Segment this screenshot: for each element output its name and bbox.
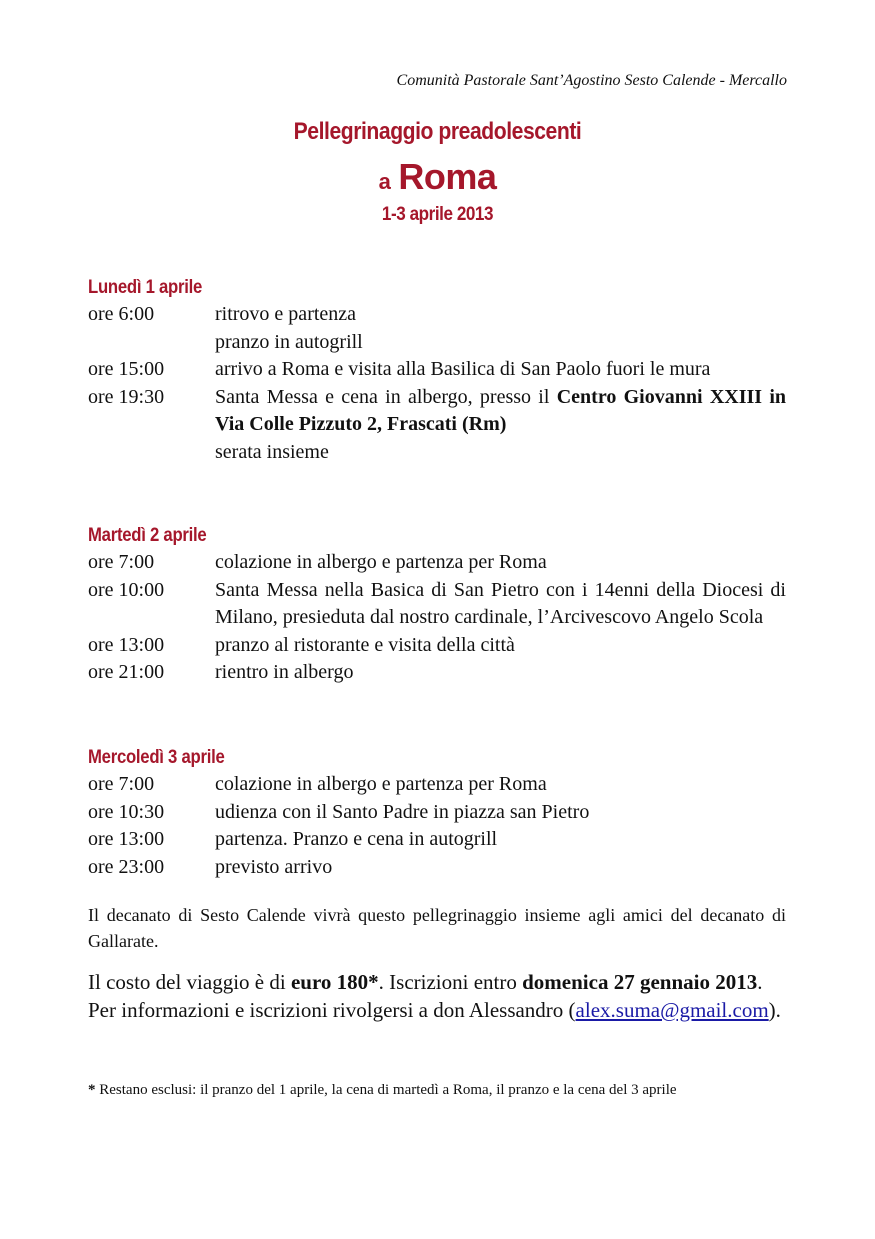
schedule-time: ore 7:00 (88, 551, 155, 573)
schedule-row (88, 329, 786, 357)
schedule-desc: previsto arrivo (215, 855, 333, 878)
footnote-star: * (88, 1082, 96, 1098)
schedule-row (88, 826, 786, 854)
day-title: Lunedì 1 aprile (88, 277, 203, 298)
schedule-desc: serata insieme (215, 440, 329, 463)
schedule-row (88, 577, 786, 632)
schedule-row (88, 799, 786, 827)
schedule-row (88, 301, 786, 329)
cost-text: . Iscrizioni entro (378, 970, 517, 994)
schedule-row (88, 356, 786, 384)
title-a: a (378, 169, 391, 194)
schedule-row (88, 384, 786, 439)
contact-text: Per informazioni e iscrizioni rivolgersi a don Alessandro ( (88, 998, 576, 1022)
schedule-time: ore 21:00 (88, 661, 165, 683)
schedule-desc: pranzo in autogrill (215, 330, 363, 353)
day-section-1 (88, 275, 786, 466)
schedule-row (88, 439, 786, 467)
schedule-desc: rientro in albergo (215, 661, 354, 683)
schedule-row (88, 549, 786, 577)
schedule-time: ore 23:00 (88, 855, 165, 878)
schedule-time (88, 329, 215, 357)
schedule-desc: ritrovo e partenza (215, 303, 357, 325)
venue-address: Centro Giovanni XXIII in Via Colle Pizzuto 2, Frascati (Rm) (215, 385, 787, 435)
schedule-time: ore 10:30 (88, 800, 165, 823)
schedule-row (88, 632, 786, 660)
decanato-note: Il decanato di Sesto Calende vivrà questo pellegrinaggio insieme agli amici del decanato di Gallarate. (88, 905, 786, 951)
schedule-row (88, 659, 786, 687)
schedule-desc: Santa Messa nella Basica di San Pietro con i 14enni della Diocesi di Milano, presieduta dal nostro cardinale, l’Arcivescovo Angelo Scola (215, 578, 786, 628)
schedule-time: ore 13:00 (88, 633, 165, 656)
contact-text: ). (768, 998, 781, 1022)
cost-text: Il costo del viaggio è di (88, 970, 286, 994)
footnote-text: Restano esclusi: il pranzo del 1 aprile, la cena di martedì a Roma, il pranzo e la cena del 3 aprile (99, 1082, 677, 1098)
community-header: Comunità Pastorale Sant’Agostino Sesto Calende - Mercallo (396, 72, 787, 89)
day-section-2 (88, 523, 786, 687)
day-section-3 (88, 745, 786, 881)
schedule-desc (215, 384, 786, 439)
schedule-desc: pranzo al ristorante e visita della città (215, 633, 515, 656)
title-city: Roma (398, 156, 497, 197)
schedule-time: ore 13:00 (88, 828, 165, 850)
schedule-time: ore 15:00 (88, 358, 165, 380)
schedule-desc: colazione in albergo e partenza per Roma (215, 551, 547, 573)
title-dates: 1-3 aprile 2013 (381, 204, 494, 225)
schedule-desc: colazione in albergo e partenza per Roma (215, 773, 547, 795)
schedule-desc: partenza. Pranzo e cena in autogrill (215, 828, 498, 850)
title-line1: Pellegrinaggio preadolescenti (293, 118, 582, 145)
footnote (88, 1080, 786, 1100)
day-title: Mercoledì 3 aprile (88, 747, 225, 768)
schedule-row (88, 771, 786, 799)
schedule-time (88, 439, 215, 467)
cost-price: euro 180* (290, 970, 379, 994)
cost-text: . (757, 970, 763, 994)
schedule-time: ore 10:00 (88, 578, 165, 601)
schedule-time: ore 7:00 (88, 773, 155, 795)
schedule-row (88, 854, 786, 882)
schedule-desc-text: Santa Messa e cena in albergo, presso il (215, 385, 550, 408)
schedule-desc: udienza con il Santo Padre in piazza san Pietro (215, 800, 590, 823)
day-title: Martedì 2 aprile (88, 525, 207, 546)
title-line2 (0, 156, 875, 198)
schedule-time: ore 19:30 (88, 385, 165, 408)
schedule-desc: arrivo a Roma e visita alla Basilica di San Paolo fuori le mura (215, 358, 711, 380)
email-link[interactable]: alex.suma@gmail.com (575, 998, 769, 1022)
schedule-time: ore 6:00 (88, 303, 155, 325)
cost-info (88, 968, 786, 1024)
registration-deadline: domenica 27 gennaio 2013 (522, 970, 758, 994)
